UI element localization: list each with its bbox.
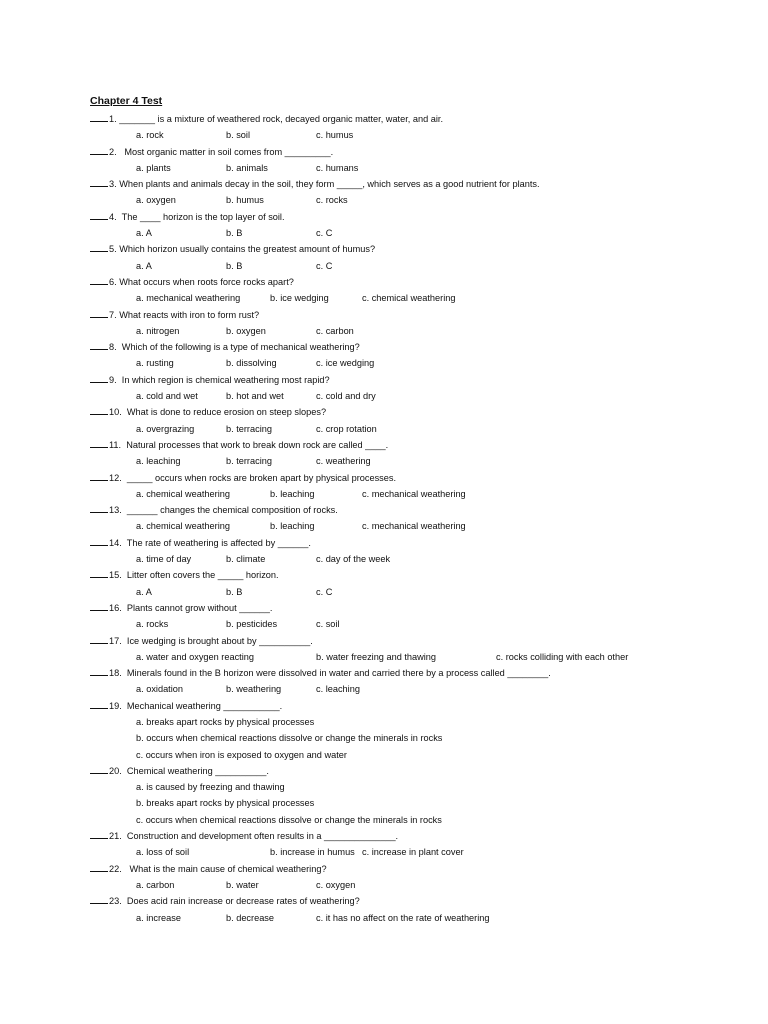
question-text: Which horizon usually contains the greatest amount of humus? (116, 244, 376, 255)
answer-option: a. mechanical weathering (136, 293, 241, 304)
answer-option: b. terracing (226, 456, 272, 467)
option-line (90, 910, 760, 926)
option-line (90, 730, 760, 746)
answer-option: b. B (226, 260, 243, 271)
question-number: 13. (109, 505, 122, 516)
option-line (90, 160, 760, 176)
question-number: 14. (109, 537, 122, 548)
answer-option: c. cold and dry (316, 391, 376, 402)
question-number: 18. (109, 668, 122, 679)
question-line (90, 307, 760, 323)
question-line (90, 828, 760, 844)
question-line (90, 698, 760, 714)
question-text: Litter often covers the _____ horizon. (121, 570, 279, 581)
answer-option: a. chemical weathering (136, 488, 230, 499)
answer-option: a. rock (136, 130, 164, 141)
question-text: When plants and animals decay in the soil, they form _____, which serves as a good nutrient for plants. (116, 179, 540, 190)
option-line (90, 290, 760, 306)
question-number: 15. (109, 570, 122, 581)
answer-blank[interactable] (90, 437, 108, 448)
option-line (90, 192, 760, 208)
answer-option: c. C (316, 228, 333, 239)
question-number: 20. (109, 765, 122, 776)
answer-blank[interactable] (90, 209, 108, 220)
question-text: The rate of weathering is affected by ______. (121, 537, 311, 548)
answer-option: c. C (316, 586, 333, 597)
answer-option: b. leaching (270, 521, 315, 532)
question-text: The ____ horizon is the top layer of soil. (116, 211, 285, 222)
option-line (90, 323, 760, 339)
question-number: 22. (109, 863, 122, 874)
answer-blank[interactable] (90, 567, 108, 578)
question-line (90, 893, 760, 909)
option-line (90, 421, 760, 437)
answer-blank[interactable] (90, 372, 108, 383)
option-line (90, 388, 760, 404)
answer-option: a. overgrazing (136, 423, 195, 434)
question-line (90, 339, 760, 355)
option-line (90, 453, 760, 469)
answer-option: c. ice wedging (316, 358, 375, 369)
answer-option: a. carbon (136, 879, 175, 890)
answer-option: c. leaching (316, 684, 360, 695)
answer-option: c. humus (316, 130, 354, 141)
question-number: 16. (109, 602, 122, 613)
answer-option: c. mechanical weathering (362, 521, 466, 532)
question-number: 2. (109, 146, 117, 157)
question-text: Plants cannot grow without ______. (121, 602, 273, 613)
option-line (90, 616, 760, 632)
answer-blank[interactable] (90, 633, 108, 644)
option-line (90, 779, 760, 795)
answer-option: b. breaks apart rocks by physical processes (136, 798, 315, 809)
answer-option: c. rocks colliding with each other (496, 651, 629, 662)
question-line (90, 241, 760, 257)
answer-option: c. oxygen (316, 879, 356, 890)
question-text: What reacts with iron to form rust? (116, 309, 260, 320)
question-line (90, 176, 760, 192)
answer-option: c. crop rotation (316, 423, 377, 434)
answer-option: c. humans (316, 162, 359, 173)
answer-blank[interactable] (90, 307, 108, 318)
answer-option: b. water freezing and thawing (316, 651, 437, 662)
option-line (90, 551, 760, 567)
answer-option: c. occurs when iron is exposed to oxygen and water (136, 749, 347, 760)
question-text: Chemical weathering __________. (121, 765, 269, 776)
answer-option: b. weathering (226, 684, 282, 695)
answer-option: b. increase in humus (270, 847, 355, 858)
question-line (90, 600, 760, 616)
page-title: Chapter 4 Test (90, 95, 163, 107)
option-line (90, 844, 760, 860)
answer-blank[interactable] (90, 241, 108, 252)
option-line (90, 714, 760, 730)
question-text: What is the main cause of chemical weathering? (121, 863, 327, 874)
answer-option: b. animals (226, 162, 268, 173)
answer-option: a. oxygen (136, 195, 176, 206)
answer-blank[interactable] (90, 176, 108, 187)
question-text: ______ changes the chemical composition of rocks. (121, 505, 338, 516)
answer-option: a. plants (136, 162, 171, 173)
answer-blank[interactable] (90, 144, 108, 155)
answer-option: a. water and oxygen reacting (136, 651, 254, 662)
answer-option: b. leaching (270, 488, 315, 499)
question-line (90, 404, 760, 420)
question-number: 9. (109, 374, 117, 385)
question-text: In which region is chemical weathering most rapid? (116, 374, 330, 385)
option-line (90, 649, 760, 665)
answer-option: c. increase in plant cover (362, 847, 464, 858)
option-line (90, 681, 760, 697)
answer-option: a. rocks (136, 619, 169, 630)
answer-option: a. is caused by freezing and thawing (136, 782, 285, 793)
option-line (90, 518, 760, 534)
answer-option: c. day of the week (316, 554, 391, 565)
question-number: 7. (109, 309, 117, 320)
option-line (90, 747, 760, 763)
answer-option: a. nitrogen (136, 325, 180, 336)
answer-option: a. A (136, 260, 152, 271)
option-line (90, 812, 760, 828)
answer-blank[interactable] (90, 274, 108, 285)
option-line (90, 486, 760, 502)
question-line (90, 567, 760, 583)
answer-option: b. terracing (226, 423, 272, 434)
answer-option: a. rusting (136, 358, 174, 369)
question-line (90, 274, 760, 290)
answer-option: c. chemical weathering (362, 293, 456, 304)
option-line (90, 355, 760, 371)
answer-option: b. humus (226, 195, 264, 206)
answer-option: b. oxygen (226, 325, 266, 336)
question-line (90, 861, 760, 877)
answer-blank[interactable] (90, 470, 108, 481)
option-line (90, 795, 760, 811)
answer-option: a. chemical weathering (136, 521, 230, 532)
question-number: 10. (109, 407, 122, 418)
answer-option: b. soil (226, 130, 251, 141)
answer-option: b. pesticides (226, 619, 278, 630)
question-line (90, 437, 760, 453)
answer-blank[interactable] (90, 893, 108, 904)
answer-option: c. weathering (316, 456, 371, 467)
answer-option: a. loss of soil (136, 847, 190, 858)
answer-option: c. carbon (316, 325, 354, 336)
answer-option: b. dissolving (226, 358, 277, 369)
answer-option: a. increase (136, 912, 181, 923)
question-line (90, 470, 760, 486)
question-number: 23. (109, 896, 122, 907)
answer-option: b. hot and wet (226, 391, 284, 402)
option-line (90, 877, 760, 893)
answer-blank[interactable] (90, 861, 108, 872)
answer-option: a. oxidation (136, 684, 183, 695)
answer-option: a. A (136, 228, 152, 239)
question-number: 11. (109, 439, 122, 450)
answer-blank[interactable] (90, 502, 108, 513)
question-number: 3. (109, 179, 117, 190)
answer-option: c. mechanical weathering (362, 488, 466, 499)
question-number: 1. (109, 114, 117, 124)
answer-option: b. B (226, 228, 243, 239)
question-number: 17. (109, 635, 122, 646)
question-number: 12. (109, 472, 122, 483)
question-number: 6. (109, 276, 117, 287)
answer-option: b. B (226, 586, 243, 597)
question-line (90, 535, 760, 551)
answer-option: b. ice wedging (270, 293, 329, 304)
question-number: 8. (109, 342, 117, 353)
answer-blank[interactable] (90, 111, 108, 122)
question-text: Most organic matter in soil comes from _________. (116, 146, 334, 157)
question-number: 4. (109, 211, 117, 222)
option-line (90, 584, 760, 600)
question-line (90, 502, 760, 518)
question-text: Minerals found in the B horizon were dissolved in water and carried there by a process called ________. (121, 668, 551, 679)
answer-blank[interactable] (90, 600, 108, 611)
option-line (90, 127, 760, 143)
question-line (90, 372, 760, 388)
answer-option: c. rocks (316, 195, 348, 206)
question-list (90, 111, 760, 926)
question-text: Mechanical weathering ___________. (121, 700, 283, 711)
answer-option: b. water (226, 879, 259, 890)
question-number: 19. (109, 700, 122, 711)
answer-option: a. leaching (136, 456, 181, 467)
question-line (90, 209, 760, 225)
question-text: Natural processes that work to break down rock are called ____. (121, 439, 389, 450)
question-line (90, 665, 760, 681)
question-line (90, 144, 760, 160)
question-line (90, 111, 760, 127)
answer-option: b. decrease (226, 912, 275, 923)
answer-option: a. cold and wet (136, 391, 198, 402)
question-line (90, 763, 760, 779)
answer-option: b. occurs when chemical reactions dissolve or change the minerals in rocks (136, 733, 443, 744)
answer-option: a. time of day (136, 554, 192, 565)
option-line (90, 225, 760, 241)
question-text: Which of the following is a type of mechanical weathering? (116, 342, 360, 353)
question-line (90, 633, 760, 649)
question-text: What occurs when roots force rocks apart? (116, 276, 294, 287)
option-line (90, 258, 760, 274)
question-text: Construction and development often results in a ______________. (121, 831, 399, 842)
question-text: _____ occurs when rocks are broken apart by physical processes. (121, 472, 397, 483)
question-text: Ice wedging is brought about by __________. (121, 635, 313, 646)
question-text: _______ is a mixture of weathered rock, decayed organic matter, water, and air. (116, 114, 444, 124)
answer-blank[interactable] (90, 404, 108, 415)
question-number: 21. (109, 831, 122, 842)
answer-blank[interactable] (90, 535, 108, 546)
answer-option: c. soil (316, 619, 340, 630)
answer-option: a. A (136, 586, 152, 597)
answer-option: b. climate (226, 554, 266, 565)
question-text: Does acid rain increase or decrease rates of weathering? (121, 896, 360, 907)
answer-option: c. C (316, 260, 333, 271)
answer-option: c. it has no affect on the rate of weathering (316, 912, 490, 923)
question-text: What is done to reduce erosion on steep slopes? (121, 407, 327, 418)
question-number: 5. (109, 244, 117, 255)
answer-blank[interactable] (90, 698, 108, 709)
answer-blank[interactable] (90, 763, 108, 774)
answer-option: a. breaks apart rocks by physical processes (136, 716, 315, 727)
answer-option: c. occurs when chemical reactions dissolve or change the minerals in rocks (136, 814, 442, 825)
answer-blank[interactable] (90, 828, 108, 839)
answer-blank[interactable] (90, 339, 108, 350)
answer-blank[interactable] (90, 665, 108, 676)
